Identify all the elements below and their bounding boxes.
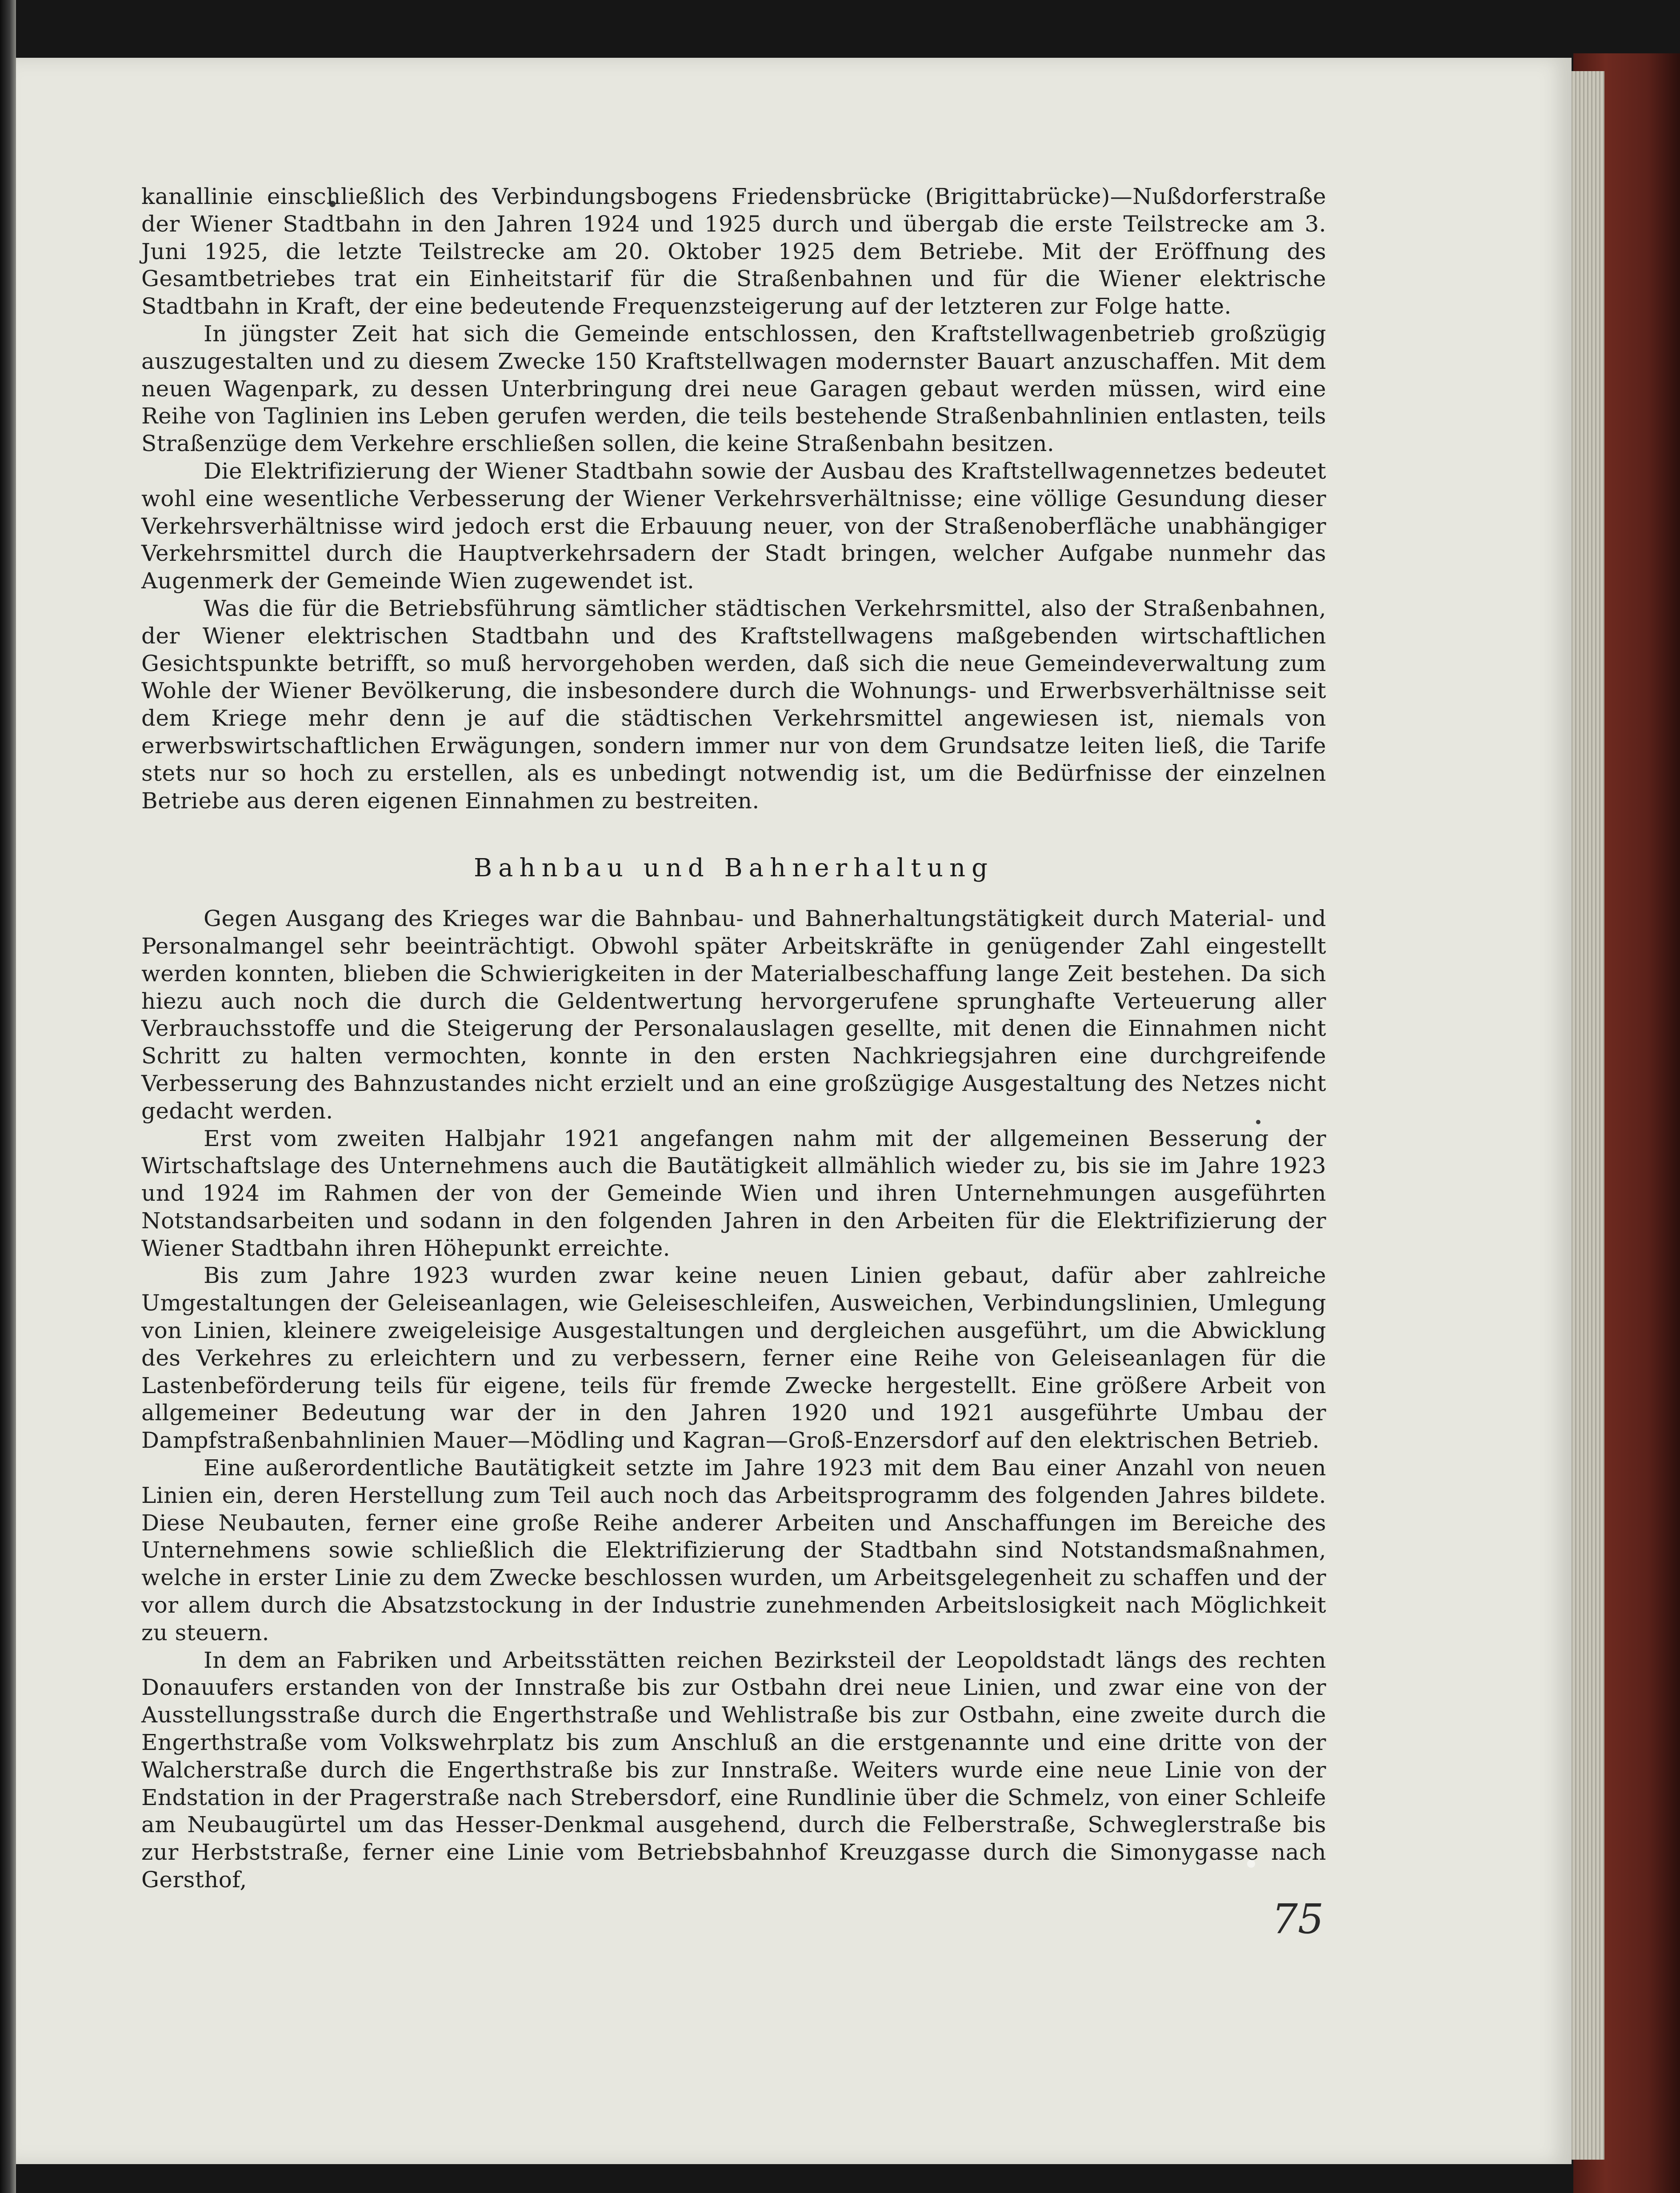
paragraph: In jüngster Zeit hat sich die Gemeinde entschlossen, den Kraftstellwagenbetrieb großzügig auszugestalten und zu diesem Zwecke 150 Kraftstellwagen modernster Bauart anzuschaffen. Mit dem neuen Wagenpark, zu dessen Unterbringung drei neue Garagen gebaut werden müssen, wird eine Reihe von Taglinien ins Leben gerufen werden, die teils bestehende Straßenbahnlinien entlasten, teils Straßenzüge dem Verkehre erschließen sollen, die keine Straßenbahn besitzen. <box>141 320 1326 457</box>
body-text <box>141 183 1326 1894</box>
paragraph: Gegen Ausgang des Krieges war die Bahnbau- und Bahnerhaltungstätigkeit durch Material- und Personalmangel sehr beeinträchtigt. Obwohl später Arbeitskräfte in genügender Zahl eingestellt werden konnten, blieben die Schwierigkeiten in der Materialbeschaffung lange Zeit bestehen. Da sich hiezu auch noch die durch die Geldentwertung hervorgerufene sprunghafte Verteuerung aller Verbrauchsstoffe und die Steigerung der Personalauslagen gesellte, mit denen die Einnahmen nicht Schritt zu halten vermochten, konnte in den ersten Nachkriegsjahren eine durchgreifende Verbesserung des Bahnzustandes nicht erzielt und an eine großzügige Ausgestaltung des Netzes nicht gedacht werden. <box>141 906 1326 1124</box>
page-number: 75 <box>1272 1895 1324 1943</box>
paragraph: Bis zum Jahre 1923 wurden zwar keine neuen Linien gebaut, dafür aber zahlreiche Umgestaltungen der Geleiseanlagen, wie Geleiseschleifen, Ausweichen, Verbindungslinien, Umlegung von Linien, kleinere zweigeleisige Ausgestaltungen und dergleichen ausgeführt, um die Abwicklung des Verkehres zu erleichtern und zu verbessern, ferner eine Reihe von Geleiseanlagen für die Lastenbeförderung teils für eigene, teils für fremde Zwecke hergestellt. Eine größere Arbeit von allgemeiner Bedeutung war der in den Jahren 1920 und 1921 ausgeführte Umbau der Dampfstraßenbahnlinien Mauer—Mödling und Kagran—Groß-Enzersdorf auf den elektrischen Betrieb. <box>141 1262 1326 1454</box>
section-heading: Bahnbau und Bahnerhaltung <box>474 854 994 883</box>
paragraph: In dem an Fabriken und Arbeitsstätten reichen Bezirksteil der Leopoldstadt längs des rechten Donauufers erstanden von der Innstraße bis zur Ostbahn drei neue Linien, und zwar eine von der Ausstellungsstraße durch die Engerthstraße und Wehlistraße bis zur Ostbahn, eine zweite durch die Engerthstraße vom Volkswehrplatz bis zum Anschluß an die erstgenannte und eine dritte von der Walcherstraße durch die Engerthstraße bis zur Innstraße. Weiters wurde eine neue Linie von der Endstation in der Pragerstraße nach Strebersdorf, eine Rundlinie über die Schmelz, von einer Schleife am Neubaugürtel um das Hesser-Denkmal ausgehend, durch die Felberstraße, Schweglerstraße bis zur Herbststraße, ferner eine Linie vom Betriebsbahnhof Kreuzgasse durch die Simonygasse nach Gersthof, <box>141 1647 1326 1893</box>
book-spine-edge <box>0 0 16 2193</box>
paragraph: kanallinie einschließlich des Verbindungsbogens Friedensbrücke (Brigittabrücke)—Nußdorferstraße der Wiener Stadtbahn in den Jahren 1924 und 1925 durch und übergab die erste Teilstrecke am 3. Juni 1925, die letzte Teilstrecke am 20. Oktober 1925 dem Betriebe. Mit der Eröffnung des Gesamtbetriebes trat ein Einheitstarif für die Straßenbahnen und für die Wiener elektrische Stadtbahn in Kraft, der eine bedeutende Frequenzsteigerung auf der letzteren zur Folge hatte. <box>141 184 1326 320</box>
paragraph: Was die für die Betriebsführung sämtlicher städtischen Verkehrsmittel, also der Straßenbahnen, der Wiener elektrischen Stadtbahn und des Kraftstellwagens maßgebenden wirtschaftlichen Gesichtspunkte betrifft, so muß hervorgehoben werden, daß sich die neue Gemeindeverwaltung zum Wohle der Wiener Bevölkerung, die insbesondere durch die Wohnungs- und Erwerbsverhältnisse seit dem Kriege mehr denn je auf die städtischen Verkehrsmittel angewiesen ist, niemals von erwerbswirtschaftlichen Erwägungen, sondern immer nur von dem Grundsatze leiten ließ, die Tarife stets nur so hoch zu erstellen, als es unbedingt notwendig ist, um die Bedürfnisse der einzelnen Betriebe aus deren eigenen Einnahmen zu bestreiten. <box>141 595 1326 814</box>
paragraph: Die Elektrifizierung der Wiener Stadtbahn sowie der Ausbau des Kraftstellwagennetzes bedeutet wohl eine wesentliche Verbesserung der Wiener Verkehrsverhältnisse; eine völlige Gesundung dieser Verkehrsverhältnisse wird jedoch erst die Erbauung neuer, von der Straßenoberfläche unabhängiger Verkehrsmittel durch die Hauptverkehrsadern der Stadt bringen, welcher Aufgabe nunmehr das Augenmerk der Gemeinde Wien zugewendet ist. <box>141 458 1326 594</box>
paragraph: Erst vom zweiten Halbjahr 1921 angefangen nahm mit der allgemeinen Besserung der Wirtschaftslage des Unternehmens auch die Bautätigkeit allmählich wieder zu, bis sie im Jahre 1923 und 1924 im Rahmen der von der Gemeinde Wien und ihren Unternehmungen ausgeführten Notstandsarbeiten und sodann in den folgenden Jahren in den Arbeiten für die Elektrifizierung der Wiener Stadtbahn ihren Höhepunkt erreichte. <box>141 1125 1326 1261</box>
paragraph: Eine außerordentliche Bautätigkeit setzte im Jahre 1923 mit dem Bau einer Anzahl von neuen Linien ein, deren Herstellung zum Teil auch noch das Arbeitsprogramm des folgenden Jahres bildete. Diese Neubauten, ferner eine große Reihe anderer Arbeiten und Anschaffungen im Bereiche des Unternehmens sowie schließlich die Elektrifizierung der Stadtbahn sind Notstandsmaßnahmen, welche in erster Linie zu dem Zwecke beschlossen wurden, um Arbeitsgelegenheit zu schaffen und der vor allem durch die Absatzstockung in der Industrie zunehmenden Arbeitslosigkeit nach Möglichkeit zu steuern. <box>141 1455 1326 1646</box>
